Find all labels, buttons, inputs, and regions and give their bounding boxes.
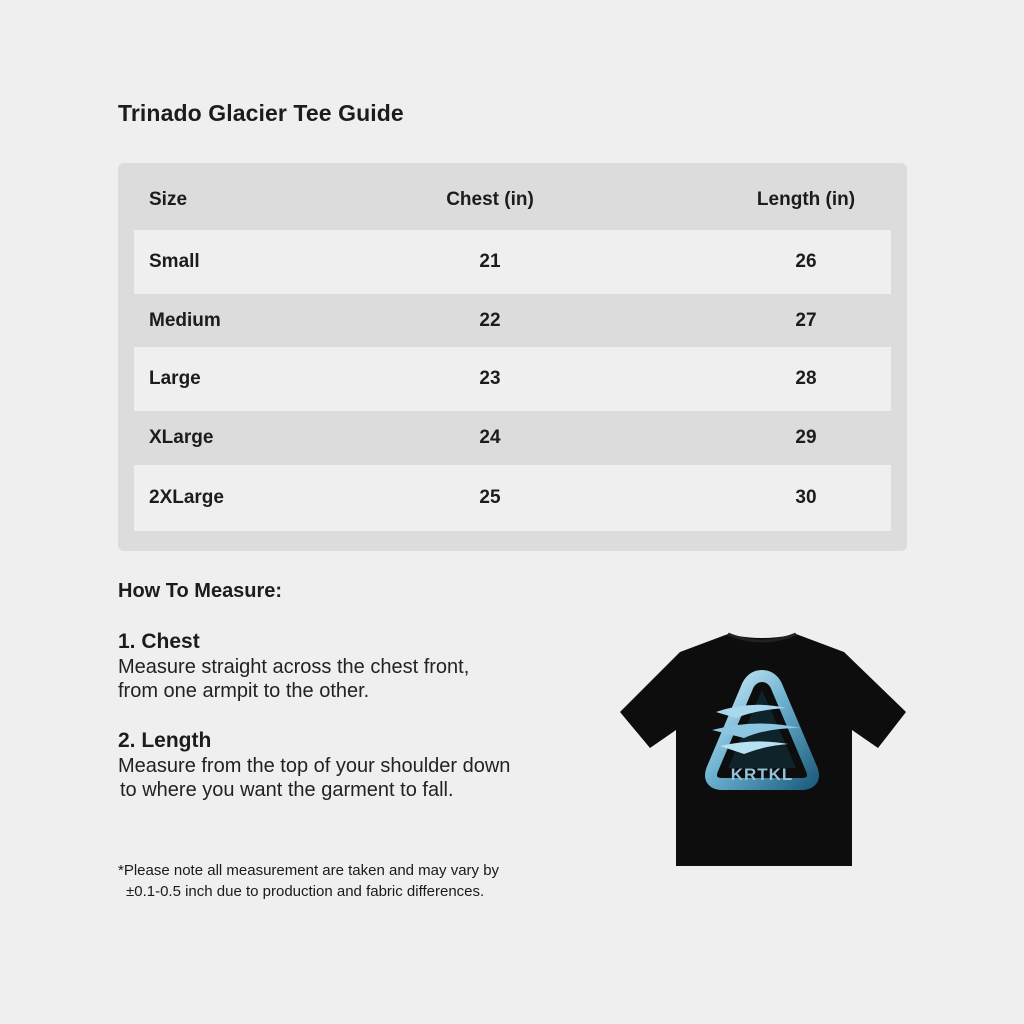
step-chest-line: Measure straight across the chest front, (118, 656, 470, 678)
size-cell: Large (149, 368, 201, 389)
table-row (134, 465, 891, 531)
tshirt-back-icon (616, 630, 908, 870)
length-cell: 30 (795, 487, 817, 508)
size-cell: Small (149, 251, 200, 272)
how-to-heading: How To Measure: (118, 580, 283, 602)
length-cell: 29 (795, 427, 817, 448)
step-chest-line: from one armpit to the other. (118, 680, 370, 702)
length-cell: 27 (795, 309, 817, 331)
chest-cell: 22 (479, 309, 501, 331)
table-row (134, 230, 891, 294)
length-cell: 26 (795, 251, 817, 272)
chest-cell: 24 (479, 427, 501, 448)
table-row (134, 347, 891, 411)
step-chest-text (118, 655, 598, 703)
logo-text: KRTKL (730, 765, 794, 784)
note-line: *Please note all measurement are taken and may vary by (118, 862, 500, 879)
header-size: Size (149, 189, 188, 210)
step-chest-title: 1. Chest (118, 630, 200, 653)
measurement-note (118, 860, 558, 902)
size-cell: 2XLarge (149, 487, 224, 508)
table-row (134, 411, 891, 465)
step-length-text (118, 754, 598, 802)
step-length-line: Measure from the top of your shoulder down (118, 755, 511, 777)
header-chest: Chest (in) (446, 189, 534, 210)
note-line: ±0.1-0.5 inch due to production and fabric differences. (126, 883, 485, 900)
table-row (134, 294, 891, 347)
step-length-line: to where you want the garment to fall. (120, 779, 454, 801)
step-length-title: 2. Length (118, 729, 212, 752)
table-header-row (134, 163, 891, 237)
chest-cell: 25 (479, 487, 501, 508)
chest-cell: 21 (479, 251, 501, 272)
page-title: Trinado Glacier Tee Guide (118, 100, 404, 126)
length-cell: 28 (795, 368, 817, 389)
size-table (118, 163, 907, 551)
product-image (616, 630, 908, 870)
chest-cell: 23 (479, 368, 501, 389)
header-length: Length (in) (756, 189, 856, 210)
size-cell: Medium (149, 309, 221, 331)
size-cell: XLarge (149, 427, 214, 448)
